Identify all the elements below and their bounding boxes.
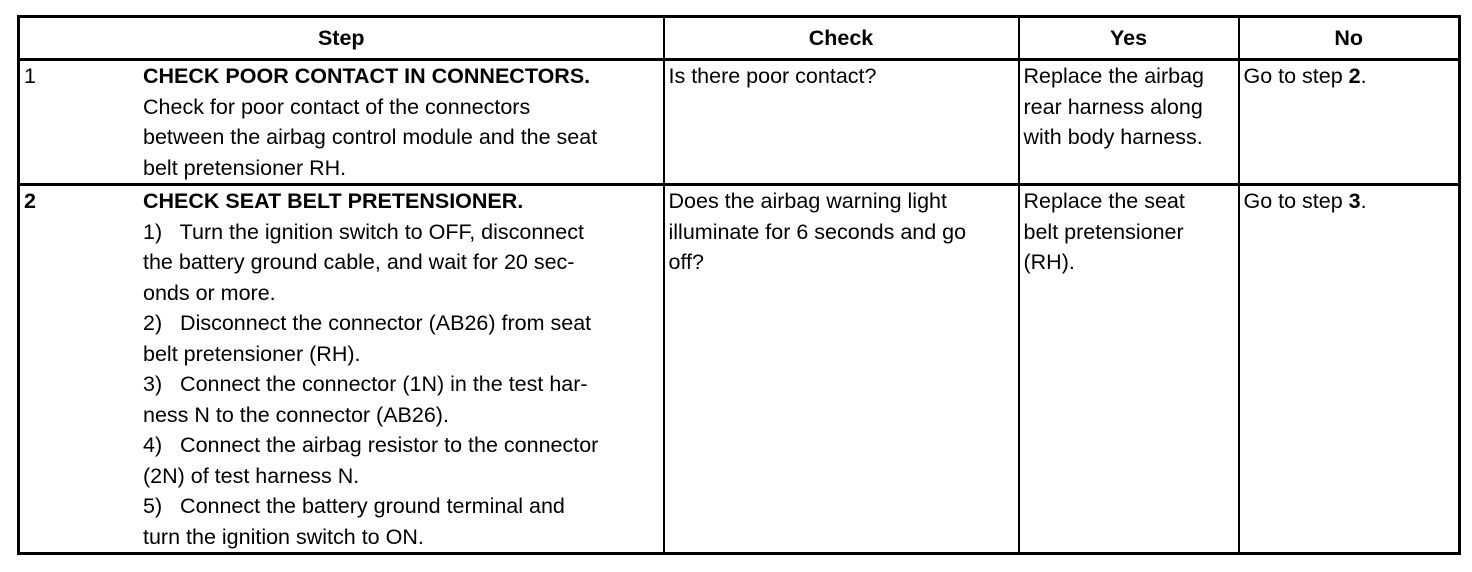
check-line: Does the airbag warning light xyxy=(668,189,947,213)
no-cell xyxy=(1239,185,1460,554)
no-suffix: . xyxy=(1360,64,1367,88)
header-check: Check xyxy=(664,17,1019,60)
yes-line: belt pretensioner xyxy=(1023,219,1184,244)
step-line: belt pretensioner RH. xyxy=(143,155,347,180)
step-number: 2 xyxy=(24,189,36,213)
no-step-link[interactable]: 3 xyxy=(1348,189,1361,213)
header-no: No xyxy=(1239,17,1460,60)
yes-line: rear harness along xyxy=(1023,94,1203,119)
step-line: 3) Connect the connector (1N) in the test har- xyxy=(143,372,588,396)
step-title: CHECK POOR CONTACT IN CONNECTORS. xyxy=(143,64,591,88)
yes-line: Replace the seat xyxy=(1023,189,1185,213)
table-row xyxy=(19,185,1460,554)
step-line: (2N) of test harness N. xyxy=(143,463,360,488)
table-row xyxy=(19,60,1460,185)
step-cell xyxy=(19,185,664,554)
step-line: 5) Connect the battery ground terminal and xyxy=(143,494,565,518)
no-step-link[interactable]: 2 xyxy=(1348,64,1361,88)
header-row xyxy=(19,17,1460,60)
header-step: Step xyxy=(19,17,664,60)
yes-cell xyxy=(1019,60,1239,185)
step-title: CHECK SEAT BELT PRETENSIONER. xyxy=(143,189,524,213)
step-line: 1) Turn the ignition switch to OFF, disconnect xyxy=(143,219,584,244)
step-line: Check for poor contact of the connectors xyxy=(143,94,531,119)
step-line: onds or more. xyxy=(143,280,276,305)
step-line: between the airbag control module and the seat xyxy=(143,125,598,149)
check-cell xyxy=(664,185,1019,554)
yes-line: (RH). xyxy=(1023,250,1075,274)
check-line: illuminate for 6 seconds and go xyxy=(668,219,967,244)
no-cell xyxy=(1239,60,1460,185)
no-prefix: Go to step xyxy=(1243,189,1349,213)
no-prefix: Go to step xyxy=(1243,64,1349,88)
step-line: 4) Connect the airbag resistor to the connector xyxy=(143,433,599,457)
check-line: off? xyxy=(668,250,704,274)
no-suffix: . xyxy=(1360,189,1367,213)
step-line: the battery ground cable, and wait for 20 sec- xyxy=(143,250,575,274)
step-line: belt pretensioner (RH). xyxy=(143,341,361,366)
check-line: Is there poor contact? xyxy=(668,64,877,88)
yes-line: with body harness. xyxy=(1023,125,1203,149)
yes-line: Replace the airbag xyxy=(1023,64,1204,88)
header-yes: Yes xyxy=(1019,17,1239,60)
diagnostic-step-table xyxy=(17,15,1461,555)
step-line: turn the ignition switch to ON. xyxy=(143,524,424,549)
step-number: 1 xyxy=(24,64,36,88)
step-cell xyxy=(19,60,664,185)
check-cell xyxy=(664,60,1019,185)
step-line: ness N to the connector (AB26). xyxy=(143,402,449,427)
yes-cell xyxy=(1019,185,1239,554)
step-line: 2) Disconnect the connector (AB26) from seat xyxy=(143,311,592,335)
